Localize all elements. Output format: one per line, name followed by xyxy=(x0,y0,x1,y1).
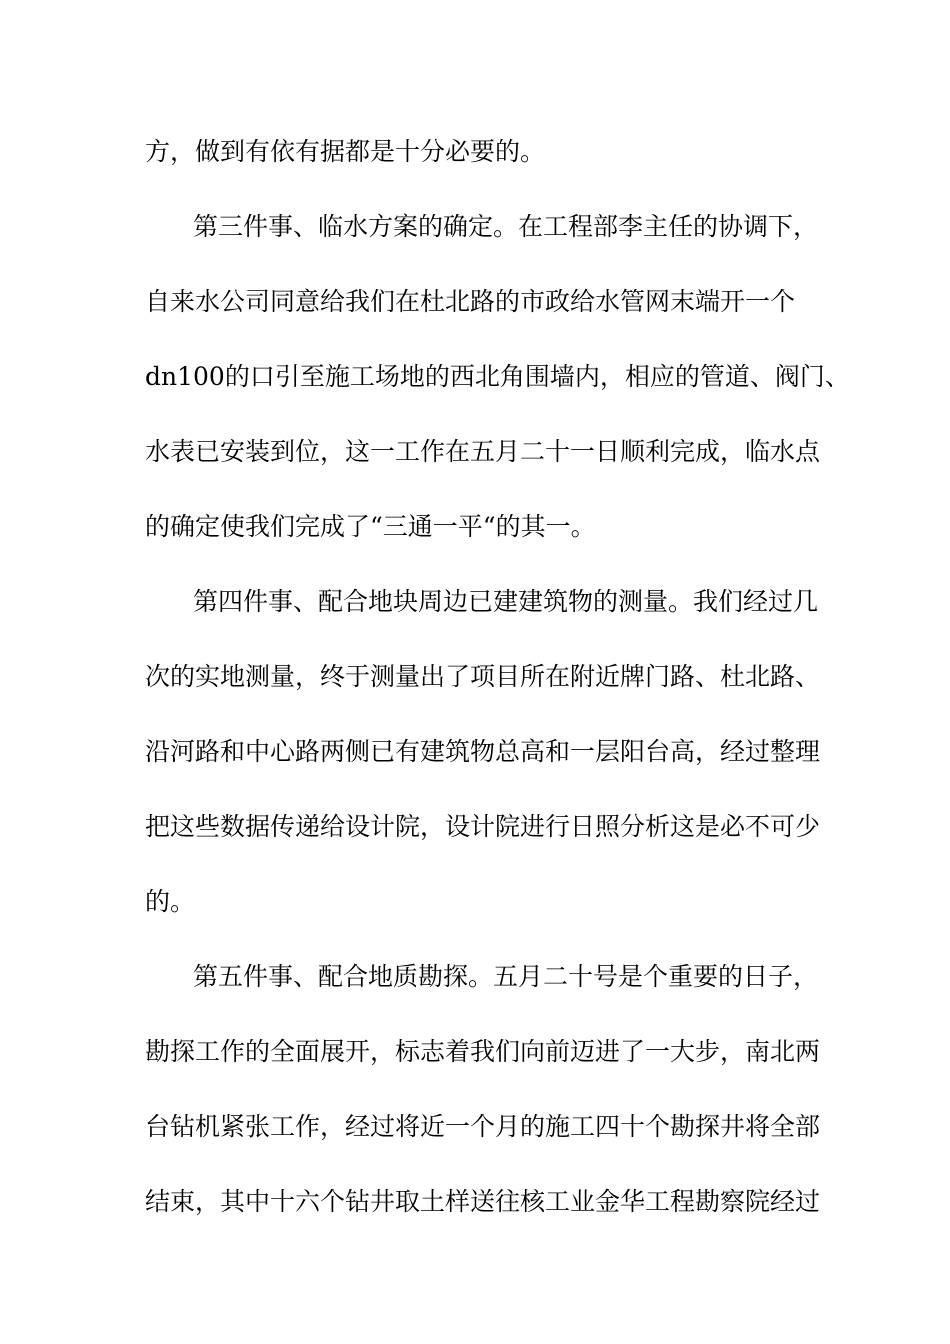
text-line: 次的实地测量，终于测量出了项目所在附近牌门路、杜北路、 xyxy=(145,662,821,691)
paragraph-start-line: 第五件事、配合地质勘探。五月二十号是个重要的日子， xyxy=(193,962,819,991)
text-line: 方，做到有依有据都是十分必要的。 xyxy=(145,137,546,166)
paragraph-start-line: 第三件事、临水方案的确定。在工程部李主任的协调下， xyxy=(193,212,819,241)
text-line: 自来水公司同意给我们在杜北路的市政给水管网末端开一个 xyxy=(145,287,796,316)
text-line: 的。 xyxy=(145,887,196,916)
paragraph-start-line: 第四件事、配合地块周边已建建筑物的测量。我们经过几 xyxy=(193,587,819,616)
text-line: 结束，其中十六个钻井取土样送往核工业金华工程勘察院经过 xyxy=(145,1187,821,1216)
text-line: 沿河路和中心路两侧已有建筑物总高和一层阳台高，经过整理 xyxy=(145,737,821,766)
text-line: dn100的口引至施工场地的西北角围墙内，相应的管道、阀门、 xyxy=(145,362,850,391)
text-line: 的确定使我们完成了“三通一平“的其一。 xyxy=(145,512,596,541)
text-line: 水表已安装到位，这一工作在五月二十一日顺利完成，临水点 xyxy=(145,437,821,466)
text-line: 把这些数据传递给设计院，设计院进行日照分析这是必不可少 xyxy=(145,812,821,841)
text-line: 台钻机紧张工作，经过将近一个月的施工四十个勘探井将全部 xyxy=(145,1112,821,1141)
text-line: 勘探工作的全面展开，标志着我们向前迈进了一大步，南北两 xyxy=(145,1037,821,1066)
